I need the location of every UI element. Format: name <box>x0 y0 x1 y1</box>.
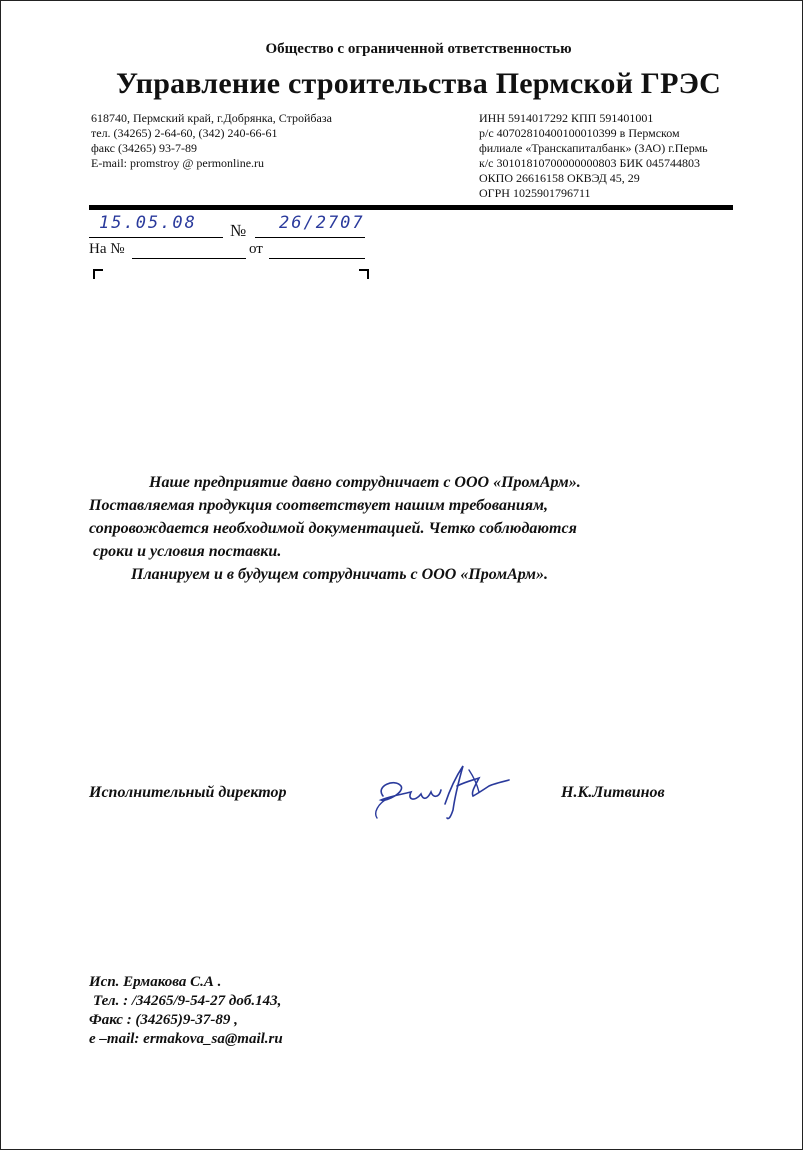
date-underline <box>89 237 223 238</box>
body-paragraph: Наше предприятие давно сотрудничает с ООО «ПромАрм». <box>149 474 581 491</box>
signatory-position: Исполнительный директор <box>89 784 287 801</box>
executor-email: е –mail: ermakova_sa@mail.ru <box>89 1031 283 1047</box>
addressee-corner-right <box>359 269 369 279</box>
inn-line: ИНН 5914017292 КПП 591401001 <box>479 111 654 125</box>
executor-phone: Тел. : /34265/9-54-27 доб.143, <box>93 993 282 1009</box>
org-type: Общество с ограниченной ответственностью <box>265 41 572 57</box>
executor-name: Исп. Ермакова С.А . <box>89 974 222 990</box>
phone-line: тел. (34265) 2-64-60, (342) 240-66-61 <box>91 126 278 140</box>
number-label: № <box>230 221 247 240</box>
account-line: р/с 40702810400100010399 в Пермском <box>479 126 680 140</box>
corr-account-line: к/с 30101810700000000803 БИК 045744803 <box>479 156 701 170</box>
body-paragraph: сроки и условия поставки. <box>93 543 282 560</box>
org-name: Управление строительства Пермской ГРЭС <box>115 67 722 100</box>
ogrn-line: ОГРН 1025901796711 <box>479 186 591 200</box>
address-line: 618740, Пермский край, г.Добрянка, Стройбаза <box>91 111 332 125</box>
header-divider <box>89 205 733 210</box>
requisites-right <box>479 111 708 201</box>
body-paragraph: Поставляемая продукция соответствует нашим требованиям, <box>89 497 548 514</box>
fax-line: факс (34265) 93-7-89 <box>91 141 197 155</box>
incoming-from-label: от <box>249 241 263 257</box>
signatory-name: Н.К.Литвинов <box>561 784 665 801</box>
executor-contacts <box>89 973 283 1049</box>
outgoing-number: 26/2707 <box>279 213 365 233</box>
bank-line: филиале «Транскапиталбанк» (ЗАО) г.Пермь <box>479 141 708 155</box>
executor-fax: Факс : (34265)9-37-89 , <box>89 1012 238 1028</box>
incoming-date-line <box>269 258 365 259</box>
body-paragraph: сопровождается необходимой документацией. Четко соблюдаются <box>89 520 577 537</box>
body-paragraph: Планируем и в будущем сотрудничать с ООО «ПромАрм». <box>131 566 548 583</box>
incoming-number-line <box>132 258 246 259</box>
incoming-number-label: На № <box>89 241 125 257</box>
email-line: E-mail: promstroy @ permonline.ru <box>91 156 265 170</box>
outgoing-date: 15.05.08 <box>99 213 197 233</box>
requisites-left <box>91 111 332 171</box>
handwritten-signature <box>361 756 521 826</box>
addressee-corner-left <box>93 269 103 279</box>
okpo-line: ОКПО 26616158 ОКВЭД 45, 29 <box>479 171 640 185</box>
number-underline <box>255 237 365 238</box>
letter-body <box>89 471 581 586</box>
